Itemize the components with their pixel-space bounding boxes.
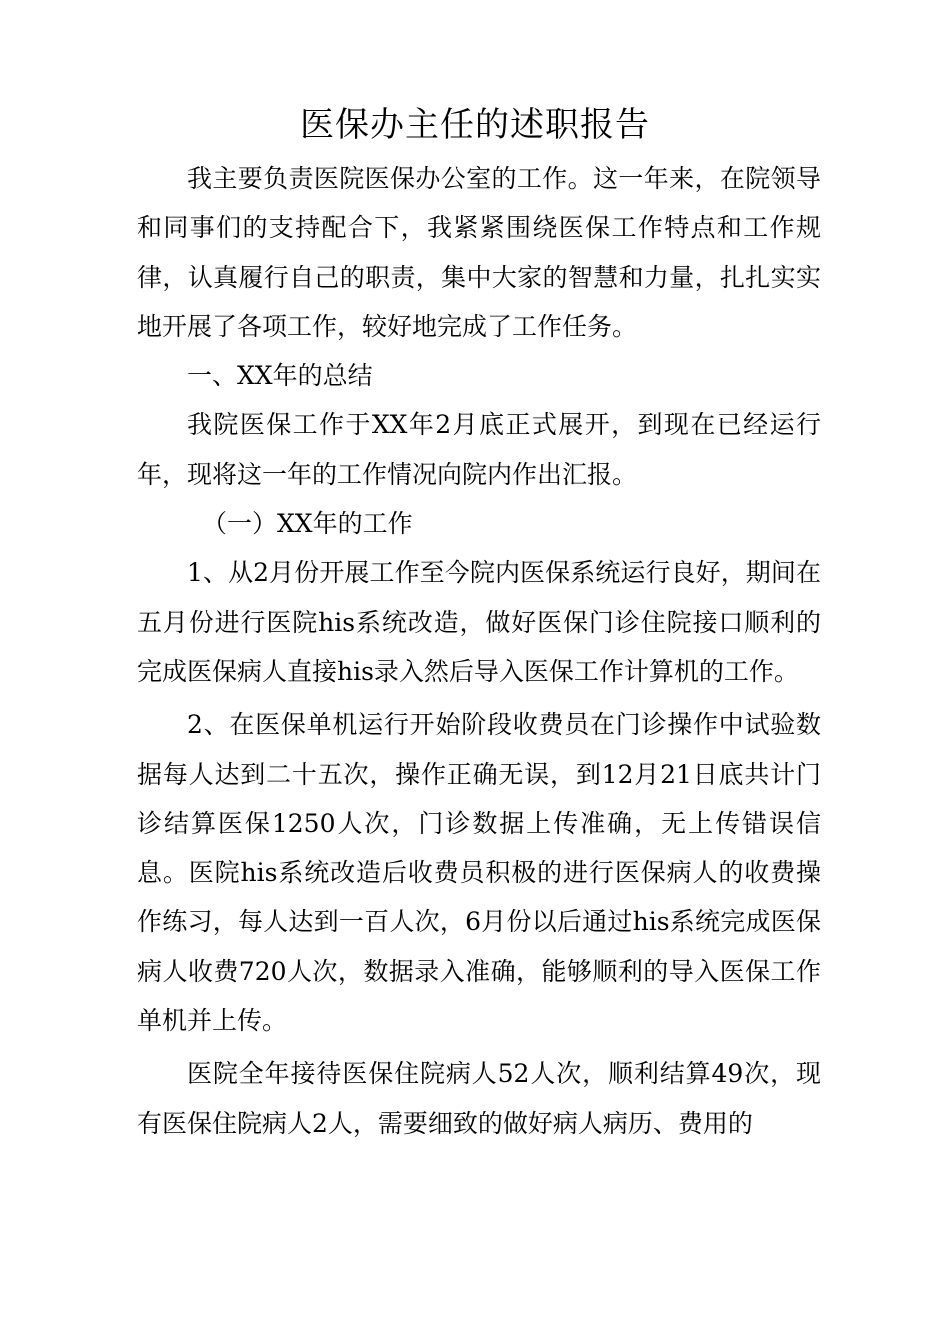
inpatient-paragraph: 医院全年接待医保住院病人52人次，顺利结算49次，现有医保住院病人2人，需要细致的做好病人病历、费用的 — [137, 1059, 821, 1138]
summary-paragraph: 我院医保工作于XX年2月底正式展开，到现在已经运行年，现将这一年的工作情况向院内作出汇报。 — [137, 410, 821, 489]
intro-paragraph: 我主要负责医院医保办公室的工作。这一年来，在院领导和同事们的支持配合下，我紧紧围绕医保工作特点和工作规律，认真履行自己的职责，集中大家的智慧和力量，扎扎实实地开展了各项工作，较好地完成了工作任务。 — [137, 164, 821, 341]
work-item-2: 2、在医保单机运行开始阶段收费员在门诊操作中试验数据每人达到二十五次，操作正确无误，到12月21日底共计门诊结算医保1250人次，门诊数据上传准确，无上传错误信息。医院his系统改造后收费员积极的进行医保病人的收费操作练习，每人达到一百人次，6月份以后通过his系统完成医保病人收费720人次，数据录入准确，能够顺利的导入医保工作单机并上传。 — [137, 710, 821, 1036]
subsection-heading: （一）XX年的工作 — [202, 509, 413, 539]
work-item-1: 1、从2月份开展工作至今院内医保系统运行良好，期间在五月份进行医院his系统改造，做好医保门诊住院接口顺利的完成医保病人直接his录入然后导入医保工作计算机的工作。 — [137, 558, 821, 686]
document-title: 医保办主任的述职报告 — [300, 105, 650, 145]
document-body — [137, 154, 821, 1148]
section-heading: 一、XX年的总结 — [187, 361, 373, 391]
